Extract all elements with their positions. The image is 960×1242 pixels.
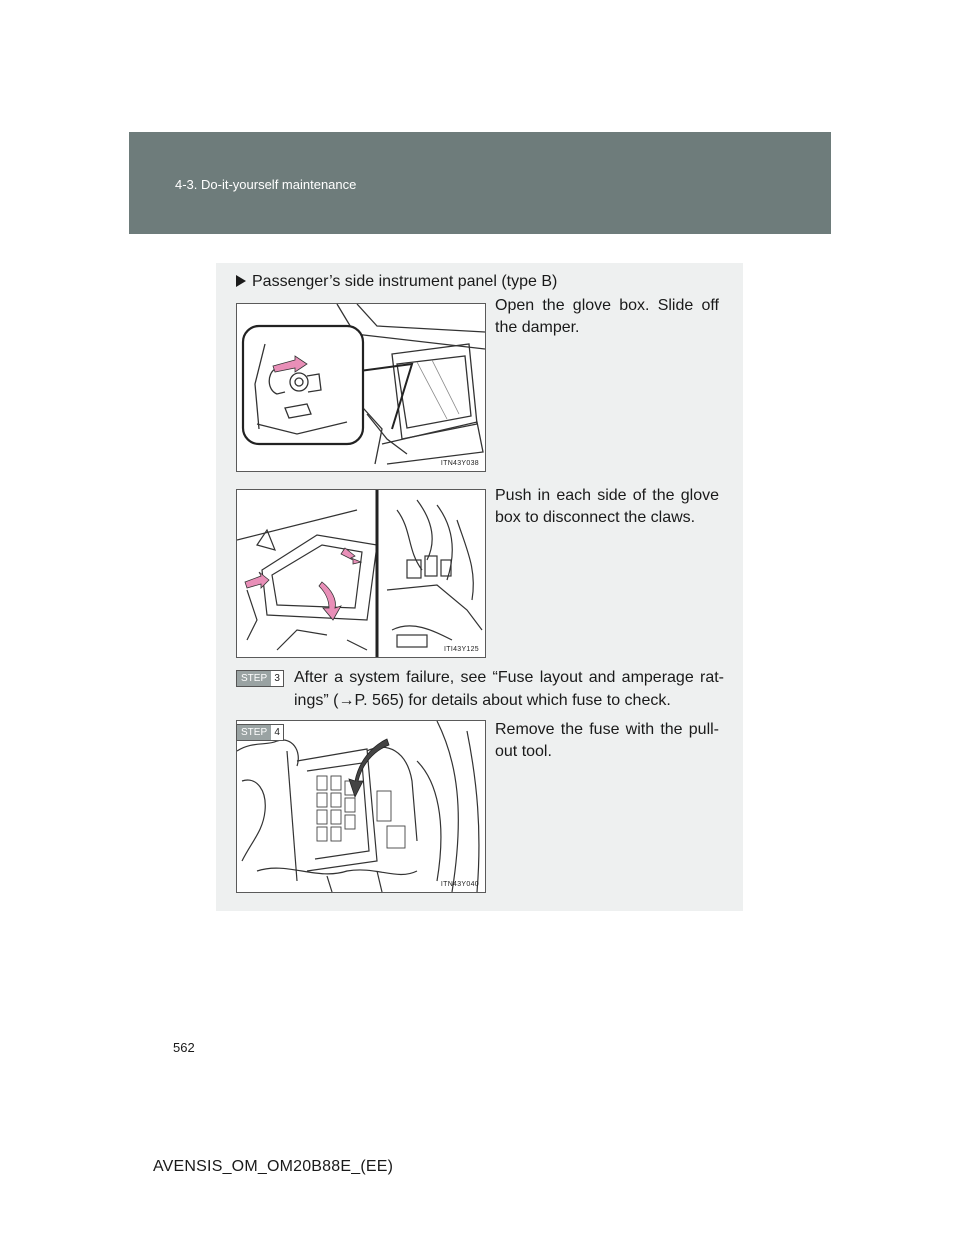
step-text-remove-fuse: Remove the fuse with the pull-out tool. bbox=[495, 721, 719, 760]
step-text-push-glove-box: Push in each side of the glove box to disconnect the claws. bbox=[495, 487, 719, 526]
figure-fuse-pull-out bbox=[236, 720, 486, 893]
section-breadcrumb: 4-3. Do-it-yourself maintenance bbox=[175, 177, 357, 192]
section-heading bbox=[236, 273, 557, 291]
section-heading-text: Passenger’s side instrument panel (type B) bbox=[252, 273, 558, 290]
fuse-box-illustration-icon bbox=[237, 721, 485, 892]
step-number: 3 bbox=[274, 673, 280, 684]
step-text-open-glove-box: Open the glove box. Slide off the damper. bbox=[495, 297, 719, 336]
step-4-badge bbox=[236, 724, 284, 741]
page-number: 562 bbox=[173, 1040, 195, 1055]
figure-glove-box-damper bbox=[236, 303, 486, 472]
glove-box-damper-illustration-icon bbox=[237, 304, 485, 471]
triangle-bullet-icon bbox=[236, 275, 246, 287]
figure-code-label: ITN43Y038 bbox=[440, 460, 479, 467]
step-label: STEP bbox=[237, 725, 271, 740]
figure-code-label: ITI43Y125 bbox=[444, 646, 479, 653]
figure-glove-box-claws bbox=[236, 489, 486, 658]
step-number: 4 bbox=[274, 727, 280, 738]
step-3-text-line1: After a system failure, see “Fuse layout and amperage rat- bbox=[294, 669, 724, 686]
page-header bbox=[129, 132, 831, 234]
step-label: STEP bbox=[237, 671, 271, 686]
glove-box-claws-illustration-icon bbox=[237, 490, 485, 657]
document-id: AVENSIS_OM_OM20B88E_(EE) bbox=[153, 1158, 394, 1175]
figure-code-label: ITN43Y040 bbox=[440, 881, 479, 888]
step-3-text-line2: ings” (→P. 565) for details about which fuse to check. bbox=[294, 692, 671, 709]
step-3-badge bbox=[236, 670, 284, 687]
